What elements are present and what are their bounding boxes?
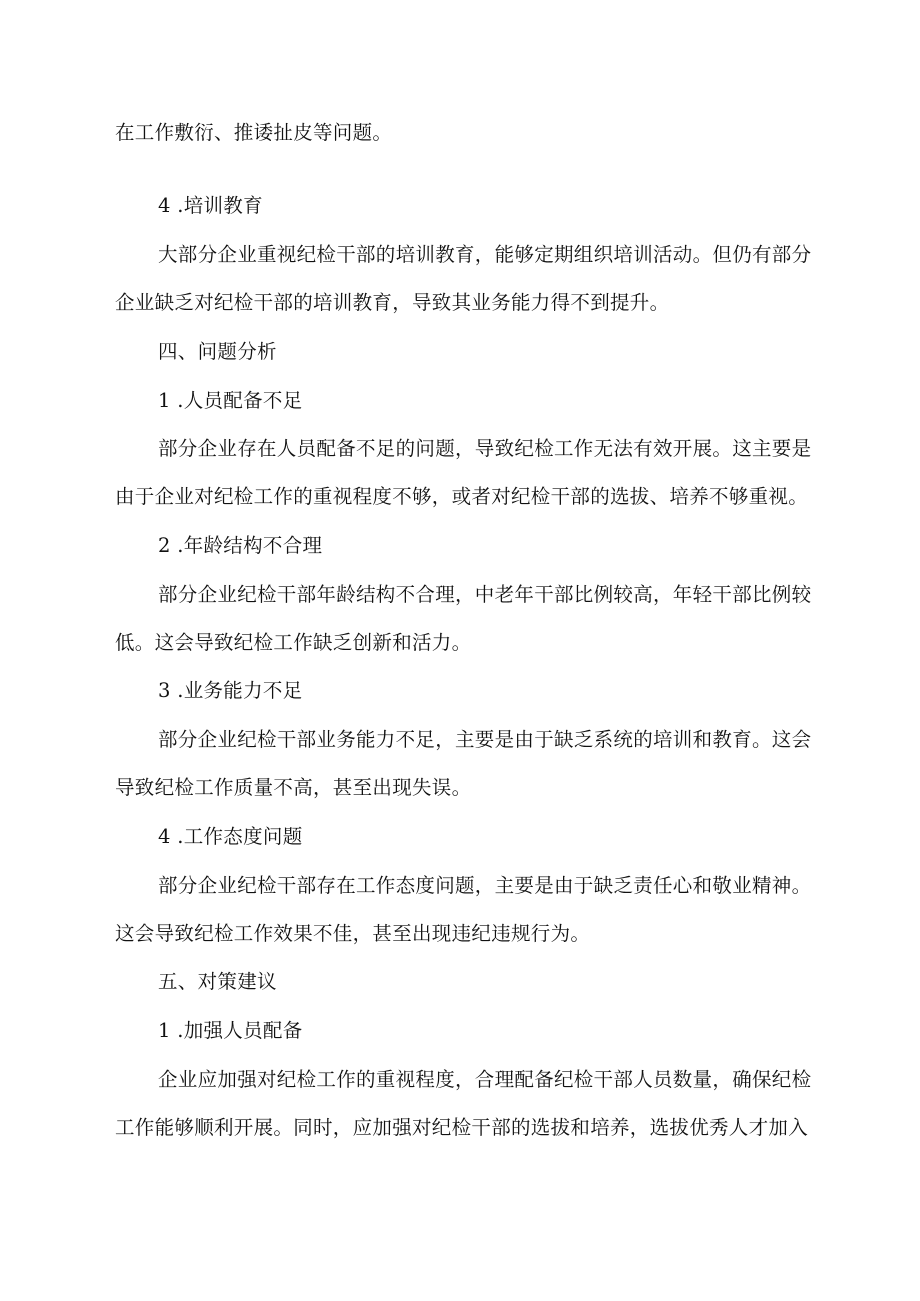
paragraph-line: 这会导致纪检工作效果不佳，甚至出现违纪违规行为。 [115, 922, 591, 945]
section-heading: 1 .人员配备不足 [158, 389, 303, 412]
paragraph-line: 由于企业对纪检工作的重视程度不够，或者对纪检干部的选拔、培养不够重视。 [115, 485, 809, 508]
section-heading: 3 .业务能力不足 [158, 679, 303, 702]
chapter-heading: 四、问题分析 [158, 340, 277, 363]
paragraph-line: 部分企业纪检干部业务能力不足，主要是由于缺乏系统的培训和教育。这会 [158, 728, 812, 751]
paragraph-line: 部分企业存在人员配备不足的问题，导致纪检工作无法有效开展。这主要是 [158, 437, 812, 460]
chapter-heading: 五、对策建议 [158, 970, 277, 993]
section-heading: 2 .年龄结构不合理 [158, 534, 323, 557]
paragraph-line: 低。这会导致纪检工作缺乏创新和活力。 [115, 631, 472, 654]
section-heading: 4 .培训教育 [158, 194, 263, 217]
section-heading: 1 .加强人员配备 [158, 1019, 303, 1042]
paragraph-line: 工作能够顺利开展。同时，应加强对纪检干部的选拔和培养，选拔优秀人才加入 [115, 1116, 809, 1139]
paragraph-line: 导致纪检工作质量不高，甚至出现失误。 [115, 776, 472, 799]
paragraph-line: 大部分企业重视纪检干部的培训教育，能够定期组织培训活动。但仍有部分 [158, 243, 812, 266]
section-heading: 4 .工作态度问题 [158, 825, 303, 848]
paragraph-line: 企业应加强对纪检工作的重视程度，合理配备纪检干部人员数量，确保纪检 [158, 1068, 812, 1091]
paragraph-line: 在工作敷衍、推诿扯皮等问题。 [115, 121, 393, 144]
paragraph-line: 部分企业纪检干部年龄结构不合理，中老年干部比例较高，年轻干部比例较 [158, 583, 812, 606]
paragraph-line: 部分企业纪检干部存在工作态度问题，主要是由于缺乏责任心和敬业精神。 [158, 874, 812, 897]
paragraph-line: 企业缺乏对纪检干部的培训教育，导致其业务能力得不到提升。 [115, 291, 670, 314]
